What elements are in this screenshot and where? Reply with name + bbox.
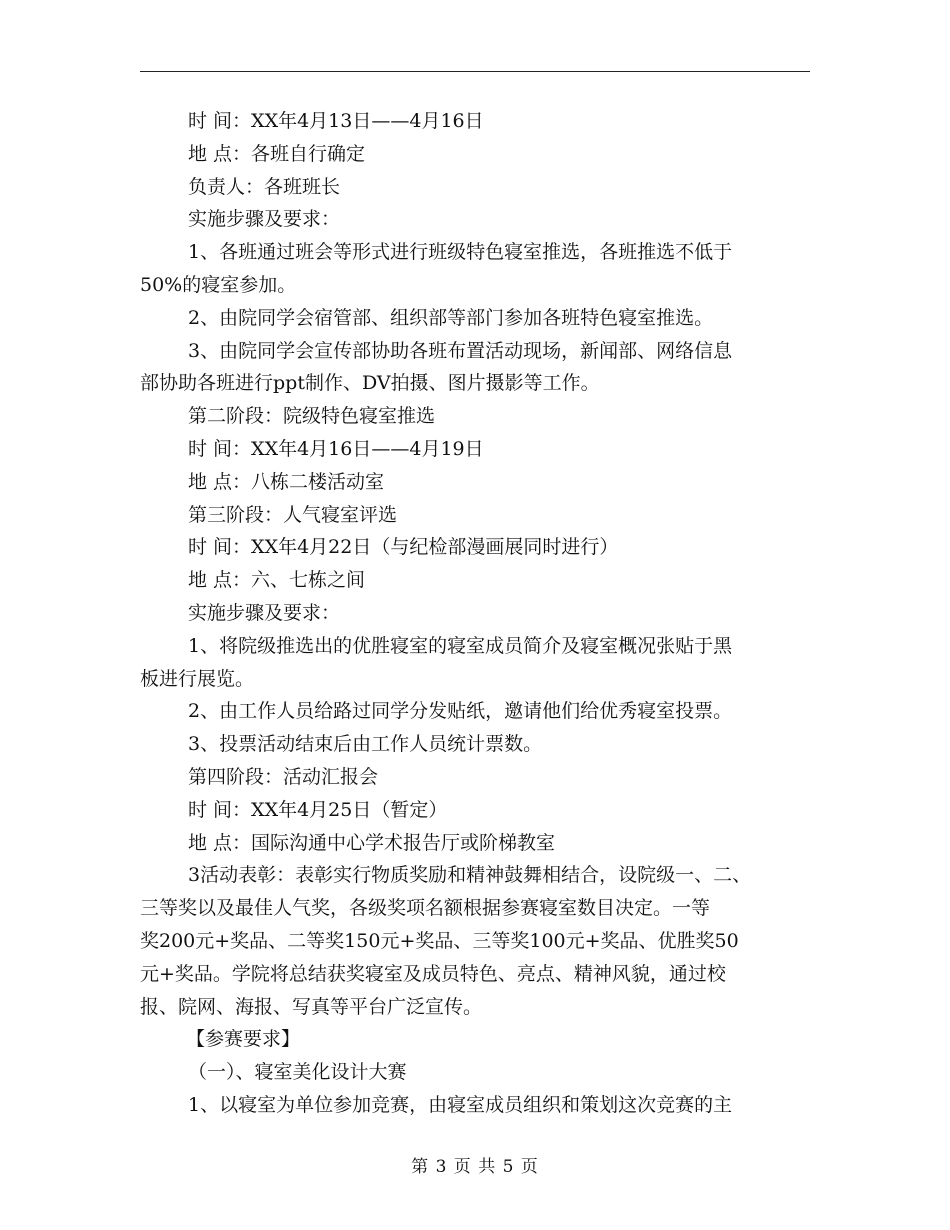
text-line: 第四阶段：活动汇报会 <box>188 765 379 788</box>
text-line: 3、由院同学会宣传部协助各班布置活动现场，新闻部、网络信息 <box>188 339 733 362</box>
text-line: 三等奖以及最佳人气奖，各级奖项名额根据参赛寝室数目决定。一等 <box>140 897 711 920</box>
text-line: 实施步骤及要求： <box>188 601 341 624</box>
text-line: 地 点：六、七栋之间 <box>188 569 366 592</box>
text-line: 1、将院级推选出的优胜寝室的寝室成员简介及寝室概况张贴于黑 <box>188 634 733 657</box>
text-line: 50%的寝室参加。 <box>140 273 297 296</box>
text-line: 时 间：XX年4月16日——4月19日 <box>188 437 484 460</box>
text-line: 时 间：XX年4月25日（暂定） <box>188 798 448 821</box>
text-line: 第三阶段：人气寝室评选 <box>188 503 398 526</box>
text-line: 1、以寝室为单位参加竞赛，由寝室成员组织和策划这次竞赛的主 <box>188 1093 733 1116</box>
text-line: （一）、寝室美化设计大赛 <box>188 1061 407 1084</box>
text-line: 1、各班通过班会等形式进行班级特色寝室推选，各班推选不低于 <box>188 241 733 264</box>
text-line: 部协助各班进行ppt制作、DV拍摄、图片摄影等工作。 <box>140 372 600 395</box>
text-line: 【参赛要求】 <box>186 1028 301 1051</box>
text-line: 时 间：XX年4月13日——4月16日 <box>188 110 484 132</box>
text-line: 时 间：XX年4月22日（与纪检部漫画展同时进行） <box>188 536 619 559</box>
text-line: 地 点：八栋二楼活动室 <box>188 470 385 493</box>
text-line: 3活动表彰：表彰实行物质奖励和精神鼓舞相结合，设院级一、二、 <box>188 864 752 887</box>
text-line: 地 点：各班自行确定 <box>188 142 366 165</box>
document-body <box>140 105 820 1122</box>
text-line: 2、由工作人员给路过同学分发贴纸，邀请他们给优秀寝室投票。 <box>188 700 733 723</box>
text-line: 地 点：国际沟通中心学术报告厅或阶梯教室 <box>188 831 556 854</box>
text-line: 2、由院同学会宿管部、组织部等部门参加各班特色寝室推选。 <box>188 306 714 329</box>
text-line: 负责人：各班班长 <box>188 175 341 198</box>
page-footer: 第 3 页 共 5 页 <box>411 1157 539 1177</box>
text-line: 第二阶段：院级特色寝室推选 <box>188 405 436 428</box>
text-line: 3、投票活动结束后由工作人员统计票数。 <box>188 733 543 756</box>
text-line: 报、院网、海报、写真等平台广泛宣传。 <box>140 995 483 1018</box>
text-line: 元+奖品。学院将总结获奖寝室及成员特色、亮点、精神风貌，通过校 <box>140 962 726 985</box>
text-line: 板进行展览。 <box>140 667 255 690</box>
text-line: 奖200元+奖品、二等奖150元+奖品、三等奖100元+奖品、优胜奖50 <box>140 929 739 952</box>
text-line: 实施步骤及要求： <box>188 208 341 231</box>
header-rule <box>140 71 810 72</box>
